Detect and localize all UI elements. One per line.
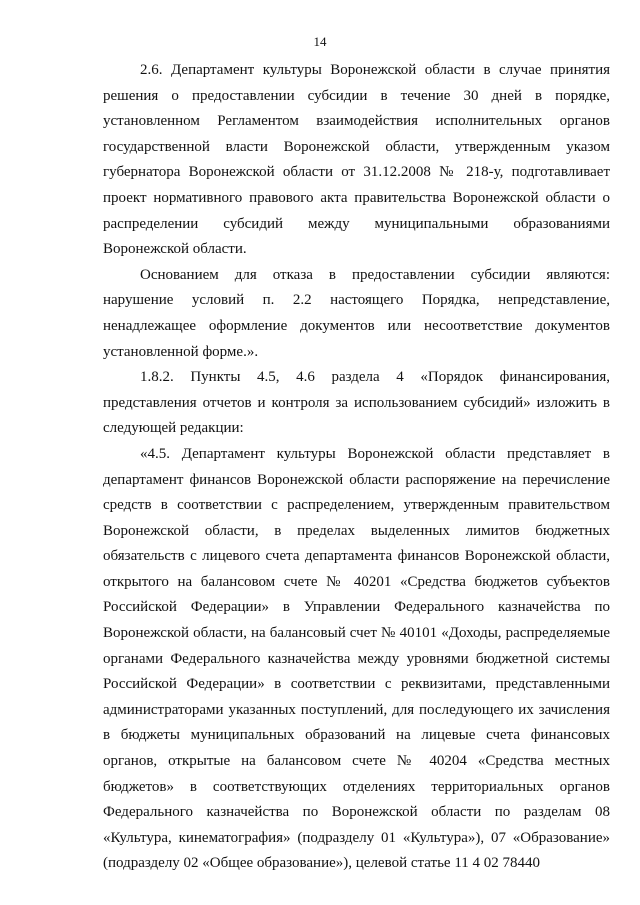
paragraph-2-6: 2.6. Департамент культуры Воронежской области в случае принятия решения о предоставлении субсидии в течение 30 дней в порядке, установленном Регламентом взаимодействия исполнительных органов государственной власти Воронежской области, утвержденным указом губернатора Воронежской области от 31.12.2008 № 218-у, подготавливает проект нормативного правового акта правительства Воронежской области о распределении субсидий между муниципальными образованиями Воронежской области. xyxy=(103,62,610,258)
paragraph-refusal-grounds: Основанием для отказа в предоставлении субсидии являются: нарушение условий п. 2.2 настоящего Порядка, непредставление, ненадлежащее оформление документов или несоответствие документов установленной форме.». xyxy=(103,266,610,360)
paragraph-4-5: «4.5. Департамент культуры Воронежской области представляет в департамент финансов Воронежской области распоряжение на перечисление средств в соответствии с распределением, утвержденным правительством Воронежской области, в пределах выделенных лимитов бюджетных обязательств с лицевого счета департамента финансов Воронежской области, открытого на балансовом счете № 40201 «Средства бюджетов субъектов Российской Федерации» в Управлении Федерального казначейства по Воронежской области, на балансовый счет № 40101 «Доходы, распределяемые органами Федерального казначейства между уровнями бюджетной системы Российской Федерации» в соответствии с реквизитами, представленными администраторами указанных поступлений, для последующего их зачисления в бюджеты муниципальных образований на лицевые счета финансовых органов, открытые на балансовом счете № 40204 «Средства местных бюджетов» в соответствующих отделениях территориальных органов Федерального казначейства по Воронежской области по разделам 08 «Культура, кинематография» (подразделу 01 «Культура»), 07 «Образование» (подразделу 02 «Общее образование»), целевой статье 11 4 02 78440 xyxy=(103,445,610,872)
page-number: 14 xyxy=(313,34,327,49)
document-body xyxy=(103,58,610,877)
paragraph-1-8-2: 1.8.2. Пункты 4.5, 4.6 раздела 4 «Порядок финансирования, представления отчетов и контроля за использованием субсидий» изложить в следующей редакции: xyxy=(103,369,610,437)
